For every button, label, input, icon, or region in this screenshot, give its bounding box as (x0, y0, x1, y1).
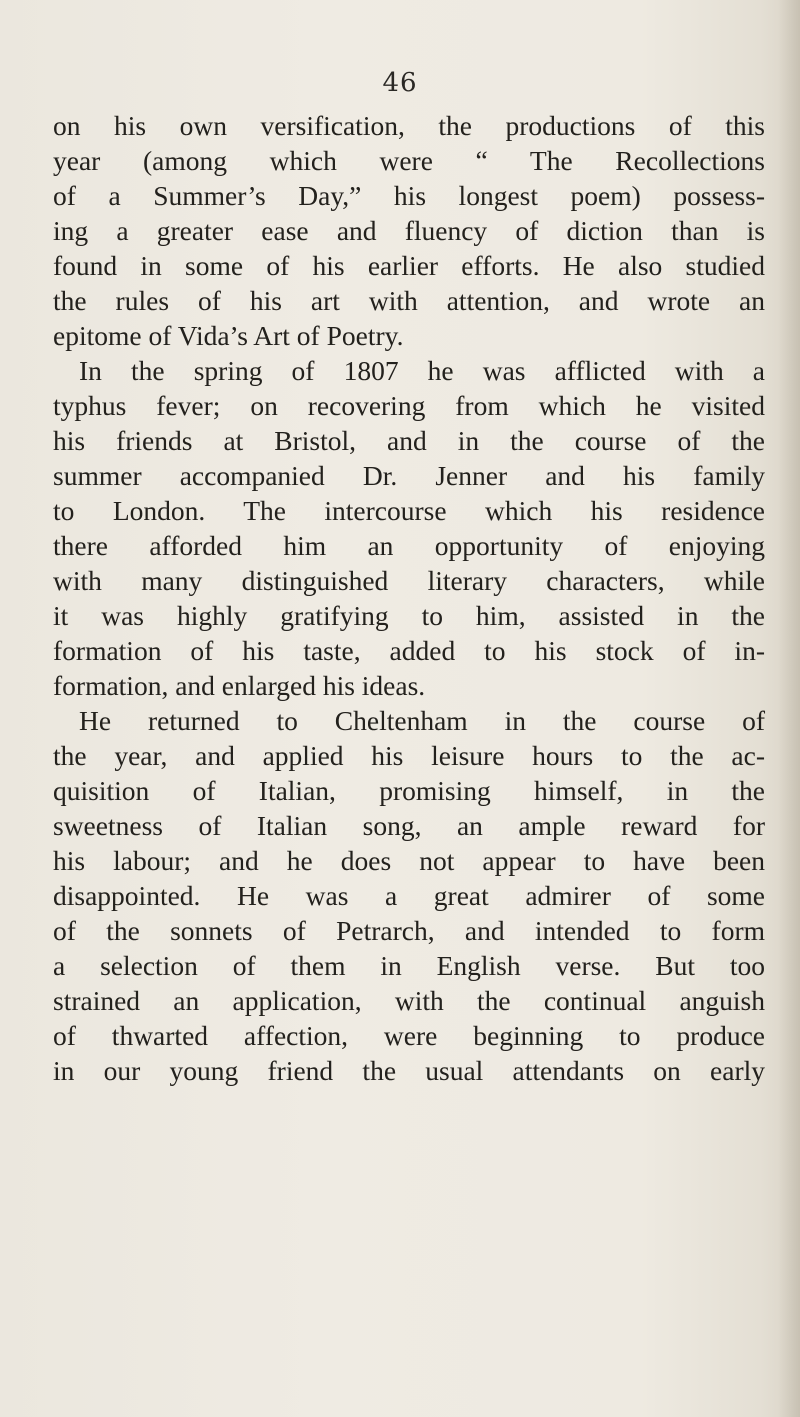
text-line: formation of his taste, added to his stock of in- (53, 635, 765, 666)
text-line: sweetness of Italian song, an ample reward for (53, 810, 765, 841)
text-line: the rules of his art with attention, and wrote an (53, 285, 765, 316)
text-line: his labour; and he does not appear to have been (53, 845, 765, 876)
text-line: found in some of his earlier efforts. He also studied (53, 250, 765, 281)
text-line: of a Summer’s Day,” his longest poem) possess- (53, 180, 765, 211)
text-line: in our young friend the usual attendants on early (53, 1055, 765, 1086)
text-line: summer accompanied Dr. Jenner and his family (53, 460, 765, 491)
text-line: ing a greater ease and fluency of diction than is (53, 215, 765, 246)
text-line: to London. The intercourse which his residence (53, 495, 765, 526)
text-line: In the spring of 1807 he was afflicted with a (79, 355, 765, 386)
text-line: He returned to Cheltenham in the course of (79, 705, 765, 736)
text-line: his friends at Bristol, and in the course of the (53, 425, 765, 456)
text-line: the year, and applied his leisure hours to the ac- (53, 740, 765, 771)
text-line: strained an application, with the continual anguish (53, 985, 765, 1016)
text-line: on his own versification, the productions of this (53, 110, 765, 141)
text-line: epitome of Vida’s Art of Poetry. (53, 320, 404, 351)
text-line: year (among which were “ The Recollections (53, 145, 765, 176)
body-text (53, 108, 765, 1088)
text-line: typhus fever; on recovering from which he visited (53, 390, 765, 421)
text-line: of thwarted affection, were beginning to produce (53, 1020, 765, 1051)
text-line: with many distinguished literary characters, while (53, 565, 765, 596)
text-line: a selection of them in English verse. But too (53, 950, 765, 981)
page-edge-shadow (778, 0, 800, 1417)
text-line: it was highly gratifying to him, assisted in the (53, 600, 765, 631)
page-number: 46 (382, 68, 418, 98)
text-line: disappointed. He was a great admirer of some (53, 880, 765, 911)
text-line: there afforded him an opportunity of enjoying (53, 530, 765, 561)
text-line: formation, and enlarged his ideas. (53, 670, 426, 701)
text-line: of the sonnets of Petrarch, and intended to form (53, 915, 765, 946)
text-line: quisition of Italian, promising himself, in the (53, 775, 765, 806)
